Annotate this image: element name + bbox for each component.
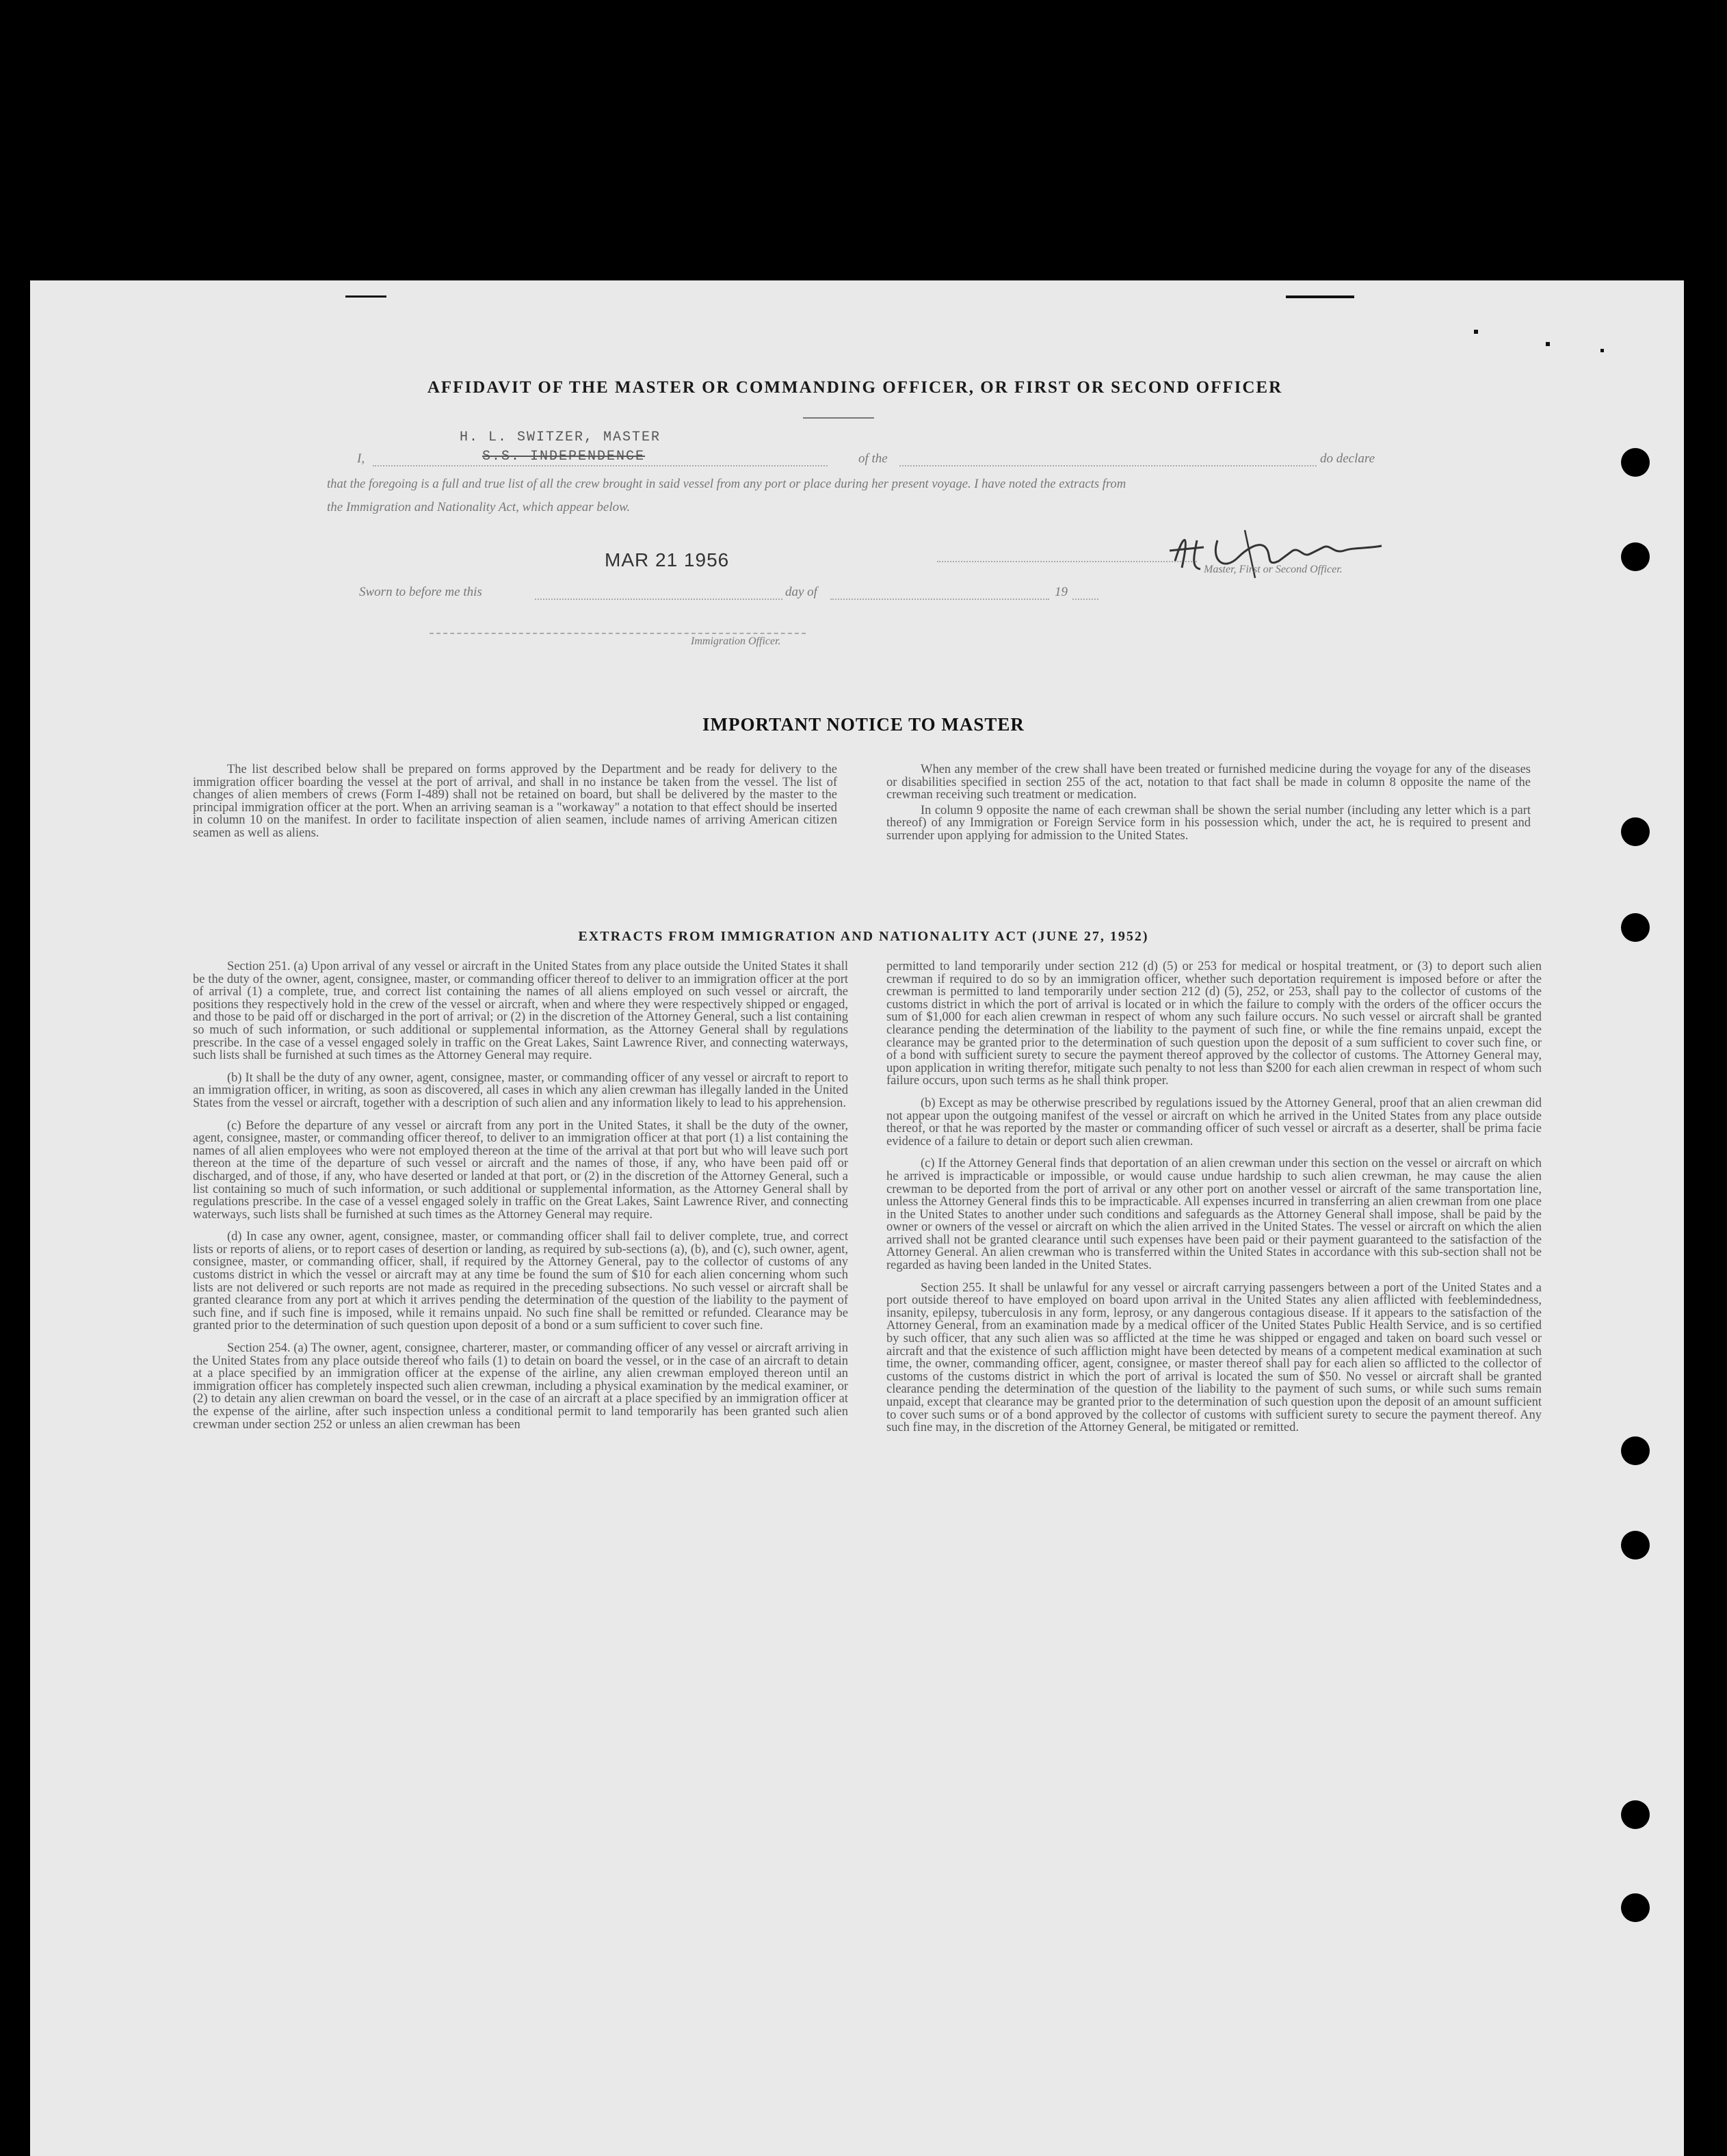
officer-caption: Immigration Officer. xyxy=(691,635,781,647)
extract-paragraph: Section 254. (a) The owner, agent, consignee, charterer, master, or commanding officer of any vessel or aircraft arriving in the United States from any place outside thereof who fails (1) to detain on board the vessel, or in the case of an aircraft to detain at a place specified by an immigration officer at the expense of the airline, any alien crewman employed thereon until an immigration officer has completely inspected such alien crewman, including a physical examination by the medical examiner, or (2) to detain any alien crewman on board the vessel, or in the case of an aircraft at a place specified by an immigration officer at the expense of the airline, after such inspection unless a conditional permit to land temporarily has been granted such alien crewman under section 252 or unless an alien crewman has been xyxy=(193,1341,848,1432)
vessel-dotted-line xyxy=(899,465,1317,466)
notice-right-paragraph-2: In column 9 opposite the name of each crewman shall be shown the serial number (including any letter which is a part thereof) of any Immigration or Foreign Service form in his possession which, under the act, he is required to present and surrender upon applying for admission to the United States. xyxy=(886,803,1531,843)
extract-paragraph: (c) If the Attorney General finds that deportation of an alien crewman under this section on the vessel or aircraft on which he arrived is impracticable or impossible, or would cause undue hardship to such alien crewman, he may cause the alien crewman to be deported from the port of arrival or any other port on another vessel or aircraft of the same transportation line, unless the Attorney General finds this to be impracticable. All expenses incurred in transferring an alien crewman from one place in the United States to another under such conditions and safeguards as the Attorney General shall impose, shall be paid by the owner or owners of the vessel or aircraft on which the alien arrived in the United States. The vessel or aircraft on which the alien arrived shall not be granted clearance until such expenses have been paid or their payment guaranteed to the satisfaction of the Attorney General. An alien crewman who is transferred within the United States in accordance with this sub-section shall not be regarded as having been landed in the United States. xyxy=(886,1157,1542,1273)
sworn-year-line xyxy=(1072,599,1098,600)
line1-prefix: I, xyxy=(357,451,365,466)
affidavit-title: AFFIDAVIT OF THE MASTER OR COMMANDING OFFICER, OR FIRST OR SECOND OFFICER xyxy=(427,378,1283,397)
punch-hole xyxy=(1621,1531,1650,1560)
sworn-month-line xyxy=(830,599,1049,600)
typed-vessel-name: S.S. INDEPENDENCE xyxy=(482,449,646,464)
affidavit-line2: that the foregoing is a full and true list of all the crew brought in said vessel from any port or place during her present voyage. I have noted the extracts from xyxy=(327,477,1126,491)
year-prefix: 19 xyxy=(1055,585,1068,599)
punch-hole xyxy=(1621,1893,1650,1922)
punch-hole xyxy=(1621,817,1650,846)
notice-right-column xyxy=(886,763,1531,852)
punch-hole xyxy=(1621,1436,1650,1465)
officer-signature-line xyxy=(430,633,806,634)
extract-paragraph: (d) In case any owner, agent, consignee, master, or commanding officer shall fail to deliver complete, true, and correct lists or reports of aliens, or to report cases of desertion or landing, as required by sub-sections (a), (b), and (c), such owner, agent, consignee, master, or commanding officer, shall, if required by the Attorney General, pay to the collector of customs of any customs district in which the vessel or aircraft may at any time be found the sum of $10 for each alien concerning whom such lists are not delivered or such reports are not made as required in the preceding subsections. No such vessel or aircraft shall be granted clearance from any port at which it arrives pending the determination of the question of the liability to the payment of such fine, and if such fine is imposed, while it remains unpaid. No such fine shall be remitted or refunded. Clearance may be granted prior to the determination of such question upon deposit of a bond or a sum sufficient to cover such fine. xyxy=(193,1230,848,1333)
extract-paragraph: (b) Except as may be otherwise prescribed by regulations issued by the Attorney General, proof that an alien crewman did not appear upon the outgoing manifest of the vessel or aircraft on which he arrived in the United States from any place outside thereof, or that he was reported by the master or commanding officer of such vessel or aircraft as a deserter, shall be prima facie evidence of a failure to detain or deport such alien crewman. xyxy=(886,1096,1542,1148)
extract-paragraph: permitted to land temporarily under section 212 (d) (5) or 253 for medical or hospital treatment, or (3) to deport such alien crewman if required to do so by an immigration officer, whether such deportation requirement is imposed before or after the crewman is permitted to land temporarily under section 212 (d) (5), 252, or 253, shall pay to the collector of customs of the customs district in which the port of arrival is located or in which the failure to comply with the orders of the officer occurs the sum of $1,000 for each alien crewman in respect of whom any such failure occurs. No such vessel or aircraft shall be granted clearance pending the determination of the liability to the payment of such fine, or while the fine remains unpaid, except the clearance may be granted prior to the determination of such question upon the deposit of a sum sufficient to cover such fine, or of a bond with sufficient surety to secure the payment thereof approved by the collector of customs. The Attorney General may, upon application in writing therefor, mitigate such penalty to not less than $200 for each alien crewman in respect of whom such failure occurs, upon such terms as he shall think proper. xyxy=(886,960,1542,1088)
punch-hole xyxy=(1621,542,1650,571)
extracts-right-column xyxy=(886,960,1542,1444)
notice-heading: IMPORTANT NOTICE TO MASTER xyxy=(702,714,1025,735)
punch-hole xyxy=(1621,448,1650,477)
date-stamp: MAR 21 1956 xyxy=(605,549,730,570)
notice-left-paragraph: The list described below shall be prepared on forms approved by the Department and be ready for delivery to the immigration officer boarding the vessel at the port of arrival, and shall in no instance be taken from the vessel. The list of changes of alien members of crews (Form I-489) shall not be retained on board, but shall be delivered by the master to the principal immigration officer at the port. When an arriving seaman is a "workaway" a notation to that effect should be inserted in column 10 on the manifest. In order to facilitate inspection of alien seamen, include names of arriving American citizen seamen as well as aliens. xyxy=(193,763,837,840)
scan-speck xyxy=(345,295,386,298)
extract-paragraph: (c) Before the departure of any vessel or aircraft from any port in the United States, it shall be the duty of the owner, agent, consignee, master, or commanding officer thereof, to deliver to an immigration officer at that port (1) a list containing the names of all alien employees who were not employed thereon at the time of the arrival at that port but who will leave such port thereon at the time of the departure of such vessel or aircraft and the names of those, if any, who have been paid off or discharged, and of those, if any, who have deserted or landed at that port, or (2) in the discretion of the Attorney General, such a list containing so much of such information, or such additional or supplemental information, as the Attorney General shall by regulations prescribe. In the case of a vessel engaged solely in traffic on the Great Lakes, Saint Lawrence River, and connecting waterways, such lists shall be furnished at such times as the Attorney General may require. xyxy=(193,1118,848,1222)
signer-caption: Master, First or Second Officer. xyxy=(1204,564,1343,575)
sworn-prefix: Sworn to before me this xyxy=(359,585,482,599)
extract-paragraph: Section 255. It shall be unlawful for any vessel or aircraft carrying passengers between a port of the United States and a port outside thereof to have employed on board upon arrival in the United States any alien afflicted with feeblemindedness, insanity, epilepsy, tuberculosis in any form, leprosy, or any dangerous contagious disease. If it appears to the satisfaction of the Attorney General, from an examination made by a medical officer of the United States Public Health Service, and is so certified by such officer, that any such alien was so afflicted at the time he was shipped or engaged and taken on board such vessel or aircraft and that the existence of such affliction might have been detected by means of a competent medical examination at such time, the owner, commanding officer, agent, consignee, or master thereof shall pay for each alien so afflicted to the collector of customs of the customs district in which the port of arrival is located the sum of $50. No vessel or aircraft shall be granted clearance pending the determination of the question of the liability to the payment of such sums, or while such sums remain unpaid, except that clearance may be granted prior to the determination of such question upon the deposit of an amount sufficient to cover such sums or of a bond approved by the collector of customs with sufficient surety to secure the payment thereof. Any such fine may, in the discretion of the Attorney General, be mitigated or remitted. xyxy=(886,1280,1542,1435)
extracts-heading: EXTRACTS FROM IMMIGRATION AND NATIONALITY ACT (JUNE 27, 1952) xyxy=(578,929,1149,944)
name-dotted-line xyxy=(373,465,828,466)
notice-left-column xyxy=(193,763,837,850)
punch-hole xyxy=(1621,1800,1650,1829)
extracts-left-column xyxy=(193,960,848,1441)
of-the-label: of the xyxy=(858,451,888,466)
scan-speck xyxy=(1286,295,1354,298)
scan-speck xyxy=(1546,342,1550,346)
extract-paragraph: (b) It shall be the duty of any owner, agent, consignee, master, or commanding officer of any vessel or aircraft to report to an immigration officer, in writing, as soon as discovered, all cases in which any alien crewman has illegally landed in the United States from the vessel or aircraft, together with a description of such alien and any information likely to lead to his apprehension. xyxy=(193,1070,848,1110)
day-of-label: day of xyxy=(785,585,817,599)
sworn-day-line xyxy=(535,599,782,600)
extract-paragraph: Section 251. (a) Upon arrival of any vessel or aircraft in the United States from any place outside the United States it shall be the duty of the owner, agent, consignee, master, or commanding officer thereof to deliver to an immigration officer at the port of arrival (1) a complete, true, and correct list containing the names of all aliens employed on such vessel or aircraft, the positions they respectively hold in the crew of the vessel or aircraft, when and where they were respectively shipped or engaged, and those to be paid off or discharged in the port of arrival; or (2) in the discretion of the Attorney General, such a list containing so much of such information, or such additional or supplemental information, as the Attorney General shall by regulations prescribe. In the case of a vessel engaged solely in traffic on the Great Lakes, Saint Lawrence River, and connecting waterways, such lists shall be furnished at such times as the Attorney General may require. xyxy=(193,960,848,1063)
do-declare-label: do declare xyxy=(1320,451,1375,466)
typed-master-name: H. L. SWITZER, MASTER xyxy=(460,430,661,445)
signature-line xyxy=(937,561,1197,562)
notice-right-paragraph-1: When any member of the crew shall have been treated or furnished medicine during the voyage for any of the diseases or disabilities specified in section 255 of the act, notation to that fact shall be made in column 8 opposite the name of the crewman receiving such treatment or medication. xyxy=(886,763,1531,802)
scan-speck xyxy=(1600,349,1604,352)
title-rule xyxy=(803,417,874,419)
scan-speck xyxy=(1474,330,1478,334)
affidavit-line3: the Immigration and Nationality Act, which appear below. xyxy=(327,500,631,514)
